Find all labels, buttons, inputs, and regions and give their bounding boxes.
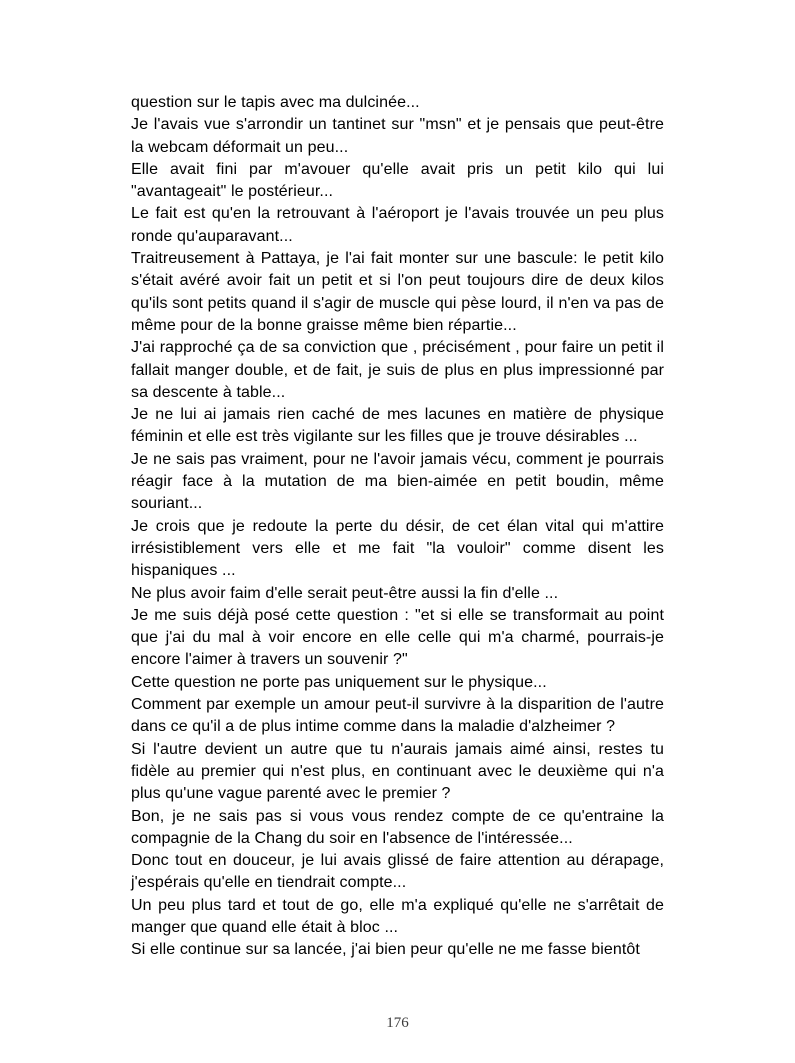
- page-number: 176: [386, 1015, 409, 1031]
- paragraph: Un peu plus tard et tout de go, elle m'a expliqué qu'elle ne s'arrêtait de manger que quand elle était à bloc ...: [131, 896, 664, 936]
- paragraph: Elle avait fini par m'avouer qu'elle avait pris un petit kilo qui lui "avantageait" le postérieur...: [131, 160, 664, 201]
- paragraph: J'ai rapproché ça de sa conviction que , précisément , pour faire un petit il fallait manger double, et de fait, je suis de plus en plus impressionné par sa descente à table...: [131, 339, 664, 401]
- paragraph: Donc tout en douceur, je lui avais glissé de faire attention au dérapage, j'espérais qu'elle en tiendrait compte...: [131, 852, 664, 892]
- page-text: [131, 92, 664, 962]
- paragraph: Traitreusement à Pattaya, je l'ai fait monter sur une bascule: le petit kilo s'était avéré avoir fait un petit et si l'on peut toujours dire de deux kilos qu'ils sont petits quand il s'agir de muscle qui pèse lourd, il n'en va pas de même pour de la bonne graisse même bien répartie...: [131, 250, 664, 334]
- paragraph: Ne plus avoir faim d'elle serait peut-être aussi la fin d'elle ...: [131, 584, 559, 602]
- paragraph: Bon, je ne sais pas si vous vous rendez compte de ce qu'entraine la compagnie de la Chang du soir en l'absence de l'intéressée...: [131, 807, 664, 847]
- paragraph: Je ne sais pas vraiment, pour ne l'avoir jamais vécu, comment je pourrais réagir face à la mutation de ma bien-aimée en petit boudin, même souriant...: [131, 450, 664, 513]
- paragraph: Je me suis déjà posé cette question : "et si elle se transformait au point que j'ai du mal à voir encore en elle celle qui m'a charmé, pourrais-je encore l'aimer à travers un souvenir ?": [131, 606, 664, 669]
- paragraph: Je l'avais vue s'arrondir un tantinet sur "msn" et je pensais que peut-être la webcam déformait un peu...: [131, 116, 664, 156]
- page-footer: [0, 1014, 795, 1032]
- paragraph: Comment par exemple un amour peut-il survivre à la disparition de l'autre dans ce qu'il a de plus intime comme dans la maladie d'alzheimer ?: [131, 696, 664, 736]
- paragraph: Cette question ne porte pas uniquement sur le physique...: [131, 673, 547, 691]
- paragraph: Si l'autre devient un autre que tu n'aurais jamais aimé ainsi, restes tu fidèle au premier qui n'est plus, en continuant avec le deuxième qui n'a plus qu'une vague parenté avec le premier ?: [131, 740, 664, 803]
- paragraph: Si elle continue sur sa lancée, j'ai bien peur qu'elle ne me fasse bientôt: [131, 941, 640, 959]
- paragraph: Je ne lui ai jamais rien caché de mes lacunes en matière de physique féminin et elle est très vigilante sur les filles que je trouve désirables ...: [131, 406, 664, 446]
- paragraph: question sur le tapis avec ma dulcinée...: [131, 94, 420, 111]
- paragraph: Le fait est qu'en la retrouvant à l'aéroport je l'avais trouvée un peu plus ronde qu'auparavant...: [131, 205, 664, 245]
- paragraph: Je crois que je redoute la perte du désir, de cet élan vital qui m'attire irrésistiblement vers elle et me fait "la vouloir" comme disent les hispaniques ...: [131, 517, 664, 580]
